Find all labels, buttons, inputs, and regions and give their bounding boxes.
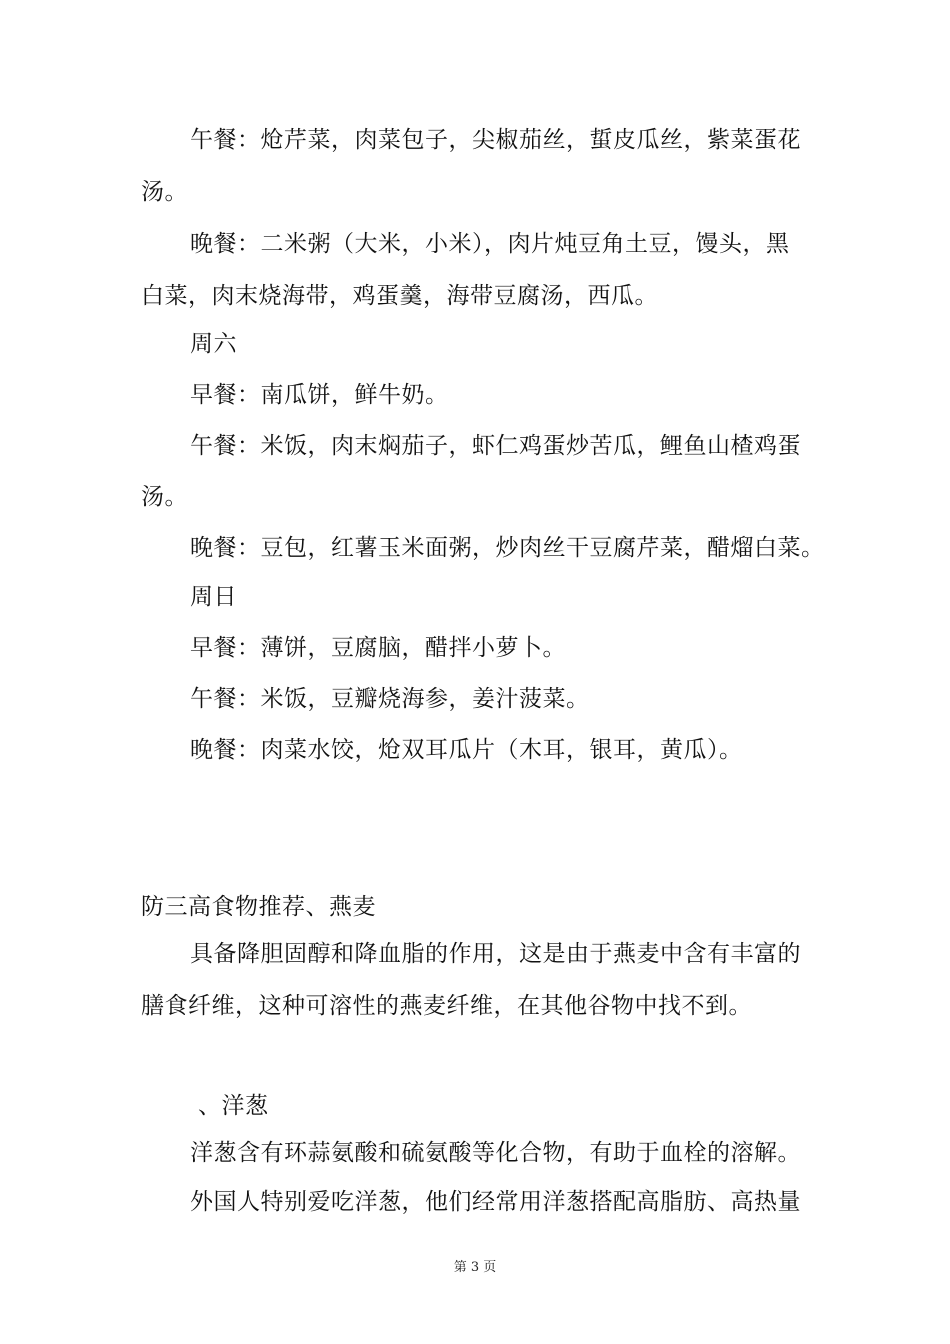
section-heading-onion: 、洋葱 [198, 1093, 269, 1119]
sunday-breakfast: 早餐：薄饼，豆腐脑，醋拌小萝卜。 [190, 635, 566, 661]
dinner-line-1-cont: 白菜，肉末烧海带，鸡蛋羹，海带豆腐汤，西瓜。 [141, 283, 658, 309]
onion-paragraph-line-1: 洋葱含有环蒜氨酸和硫氨酸等化合物，有助于血栓的溶解。 [190, 1140, 801, 1166]
lunch-line-1: 午餐：炝芹菜，肉菜包子，尖椒茄丝，蜇皮瓜丝，紫菜蛋花 [190, 127, 801, 153]
lunch-line-1-cont: 汤。 [141, 179, 188, 205]
saturday-heading: 周六 [190, 331, 237, 357]
onion-paragraph-line-2: 外国人特别爱吃洋葱，他们经常用洋葱搭配高脂肪、高热量 [190, 1189, 801, 1215]
sunday-heading: 周日 [190, 584, 237, 610]
saturday-lunch-cont: 汤。 [141, 484, 188, 510]
section-heading-oats: 防三高食物推荐、燕麦 [141, 894, 376, 920]
saturday-dinner: 晚餐：豆包，红薯玉米面粥，炒肉丝干豆腐芹菜，醋熘白菜。 [190, 535, 825, 561]
saturday-breakfast: 早餐：南瓜饼，鲜牛奶。 [190, 382, 449, 408]
oats-paragraph-line-2: 膳食纤维，这种可溶性的燕麦纤维，在其他谷物中找不到。 [141, 993, 752, 1019]
page-number: 第 3 页 [453, 1260, 497, 1275]
saturday-lunch: 午餐：米饭，肉末焖茄子，虾仁鸡蛋炒苦瓜，鲤鱼山楂鸡蛋 [190, 433, 801, 459]
dinner-line-1: 晚餐：二米粥（大米，小米），肉片炖豆角土豆，馒头，黑 [190, 231, 790, 257]
oats-paragraph-line-1: 具备降胆固醇和降血脂的作用，这是由于燕麦中含有丰富的 [190, 941, 801, 967]
sunday-lunch: 午餐：米饭，豆瓣烧海参，姜汁菠菜。 [190, 686, 590, 712]
sunday-dinner: 晚餐：肉菜水饺，炝双耳瓜片（木耳，银耳，黄瓜）。 [190, 737, 743, 763]
